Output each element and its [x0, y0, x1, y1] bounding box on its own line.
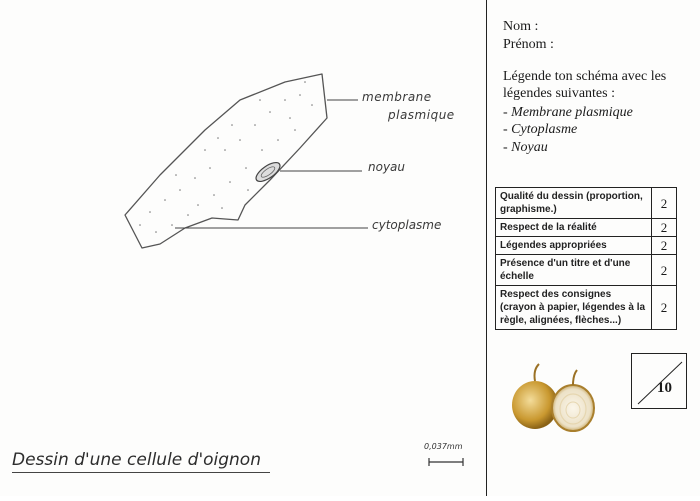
criterion-score: 2 — [652, 188, 677, 219]
prenom-field: Prénom : — [503, 37, 554, 52]
onion-image — [503, 360, 613, 435]
nucleus-shape — [253, 159, 283, 185]
criterion-score: 2 — [652, 286, 677, 330]
table-row — [496, 188, 677, 219]
criterion-score: 2 — [652, 255, 677, 286]
cell-membrane-outline — [125, 74, 327, 248]
total-score: 10 — [657, 380, 672, 396]
label-cytoplasme: cytoplasme — [372, 218, 442, 232]
label-noyau: noyau — [368, 160, 406, 174]
criterion-label: Respect des consignes (crayon à papier, légendes à la règle, alignées, flèches...) — [496, 286, 652, 330]
drawing-title: Dessin d'une cellule d'oignon — [12, 450, 270, 473]
criterion-label: Présence d'un titre et d'une échelle — [496, 255, 652, 286]
table-row — [496, 286, 677, 330]
criterion-label: Légendes appropriées — [496, 237, 652, 255]
scale-label: 0,037mm — [424, 442, 463, 451]
table-row — [496, 255, 677, 286]
label-plasmique: plasmique — [388, 108, 455, 122]
legend-item: - Membrane plasmique — [503, 105, 633, 120]
legend-item: - Noyau — [503, 140, 548, 155]
nom-field: Nom : — [503, 19, 539, 34]
table-row — [496, 237, 677, 255]
instruction-text: Légende ton schéma avec les légendes suivantes : — [503, 69, 667, 101]
criterion-score: 2 — [652, 237, 677, 255]
grading-table — [495, 187, 677, 330]
criterion-label: Respect de la réalité — [496, 219, 652, 237]
criterion-score: 2 — [652, 219, 677, 237]
label-membrane: membrane — [362, 90, 432, 104]
criterion-label: Qualité du dessin (proportion, graphisme.) — [496, 188, 652, 219]
table-row — [496, 219, 677, 237]
cytoplasm-dots — [139, 81, 313, 233]
evaluation-panel — [487, 0, 700, 496]
scale-bar — [428, 458, 464, 466]
legend-item: - Cytoplasme — [503, 122, 578, 137]
